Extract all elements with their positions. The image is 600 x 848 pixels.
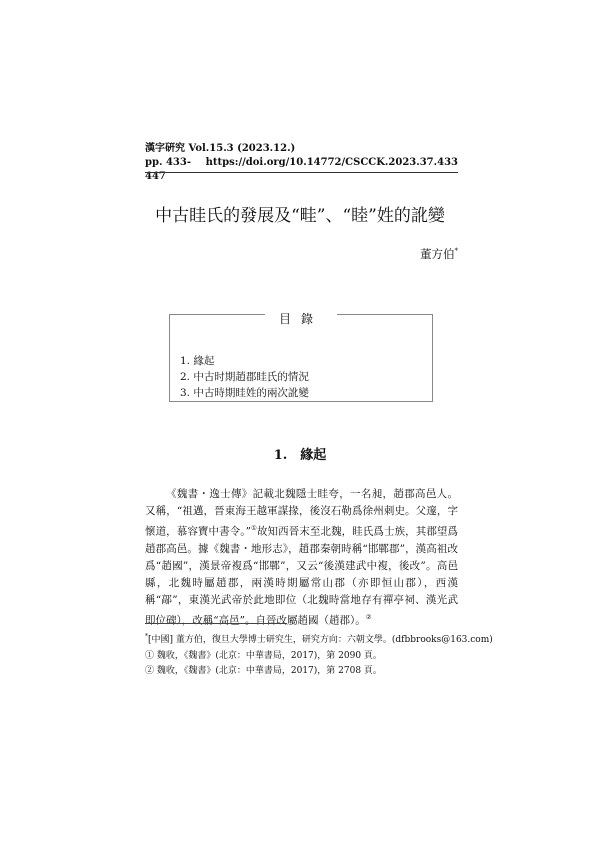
- paragraph: [145, 486, 458, 629]
- footnote-2: ② 魏收，《魏書》(北京：中華書局，2017)，第 2708 頁。: [145, 666, 382, 676]
- pages-doi-line: [145, 156, 458, 184]
- footnote-ref-2[interactable]: ②: [365, 612, 372, 621]
- paragraph-text: 《魏書・逸士傳》記載北魏隱士眭夸，一名昶，趙郡高邑人。又稱，“祖邁，晉東海王越軍謀掾，後沒石勒爲徐州刺史。父邃，字懷道，慕容寶中書令。”: [145, 488, 458, 538]
- header-rule: [145, 172, 458, 173]
- journal-volume-line: [145, 142, 458, 156]
- footnote-ref-1[interactable]: ①: [250, 524, 257, 532]
- page-range: pp. 433-447: [145, 157, 191, 182]
- author-footnote-mark[interactable]: *: [454, 247, 458, 256]
- doi-link[interactable]: https://doi.org/10.14772/CSCCK.2023.37.433: [205, 157, 458, 168]
- footnote-1: ① 魏收，《魏書》(北京：中華書局，2017)，第 2090 頁。: [145, 650, 382, 661]
- toc-list: [180, 353, 309, 401]
- journal-volume: Vol.15.3 (2023.12.): [188, 143, 296, 154]
- author-name: 董方伯: [420, 247, 455, 261]
- footnote-rule: [145, 623, 287, 624]
- body-text: [145, 486, 458, 629]
- footnotes: [145, 629, 493, 680]
- author-footnote-text: [中國] 董方伯，復旦大學博士研究生，研究方向：六朝文學。(dfbbrooks@163.com): [148, 635, 493, 645]
- toc-item[interactable]: 3. 中古時期眭姓的兩次訛變: [180, 387, 309, 399]
- author-footnote-marker: *: [145, 633, 148, 640]
- journal-header: [145, 142, 458, 184]
- toc-item[interactable]: 1. 緣起: [180, 355, 215, 367]
- section-heading: 1. 緣起: [273, 448, 327, 463]
- author: [380, 246, 458, 262]
- paragraph-text-continued: 故知西晉末至北魏，眭氏爲士族，其郡望爲趙郡高邑。據《魏書・地形志》，趙郡秦朝時稱“邯鄲郡”，漢高祖改爲“趙國”，漢景帝複爲“邯鄲”，又云“後漢建武中複，後改”。高邑縣，北魏時屬趙郡，兩漢時期屬常山郡（亦即恒山郡），西漢稱“鄗”，東漢光武帝於此地即位（北魏時當地存有禪亭祠、漢光武即位碑），改稱“高邑”。自晉改屬趙國（趙郡）。: [145, 525, 458, 626]
- author-footnote: [145, 629, 493, 649]
- journal-name: 漢字硏究: [145, 143, 185, 154]
- toc-heading-wrap: [169, 308, 433, 327]
- toc-item[interactable]: 2. 中古时期趙郡眭氏的情況: [180, 371, 309, 383]
- toc-heading: 目錄: [265, 312, 337, 326]
- paper-title: 中古眭氏的發展及“畦”、“睦”姓的訛變: [155, 206, 445, 226]
